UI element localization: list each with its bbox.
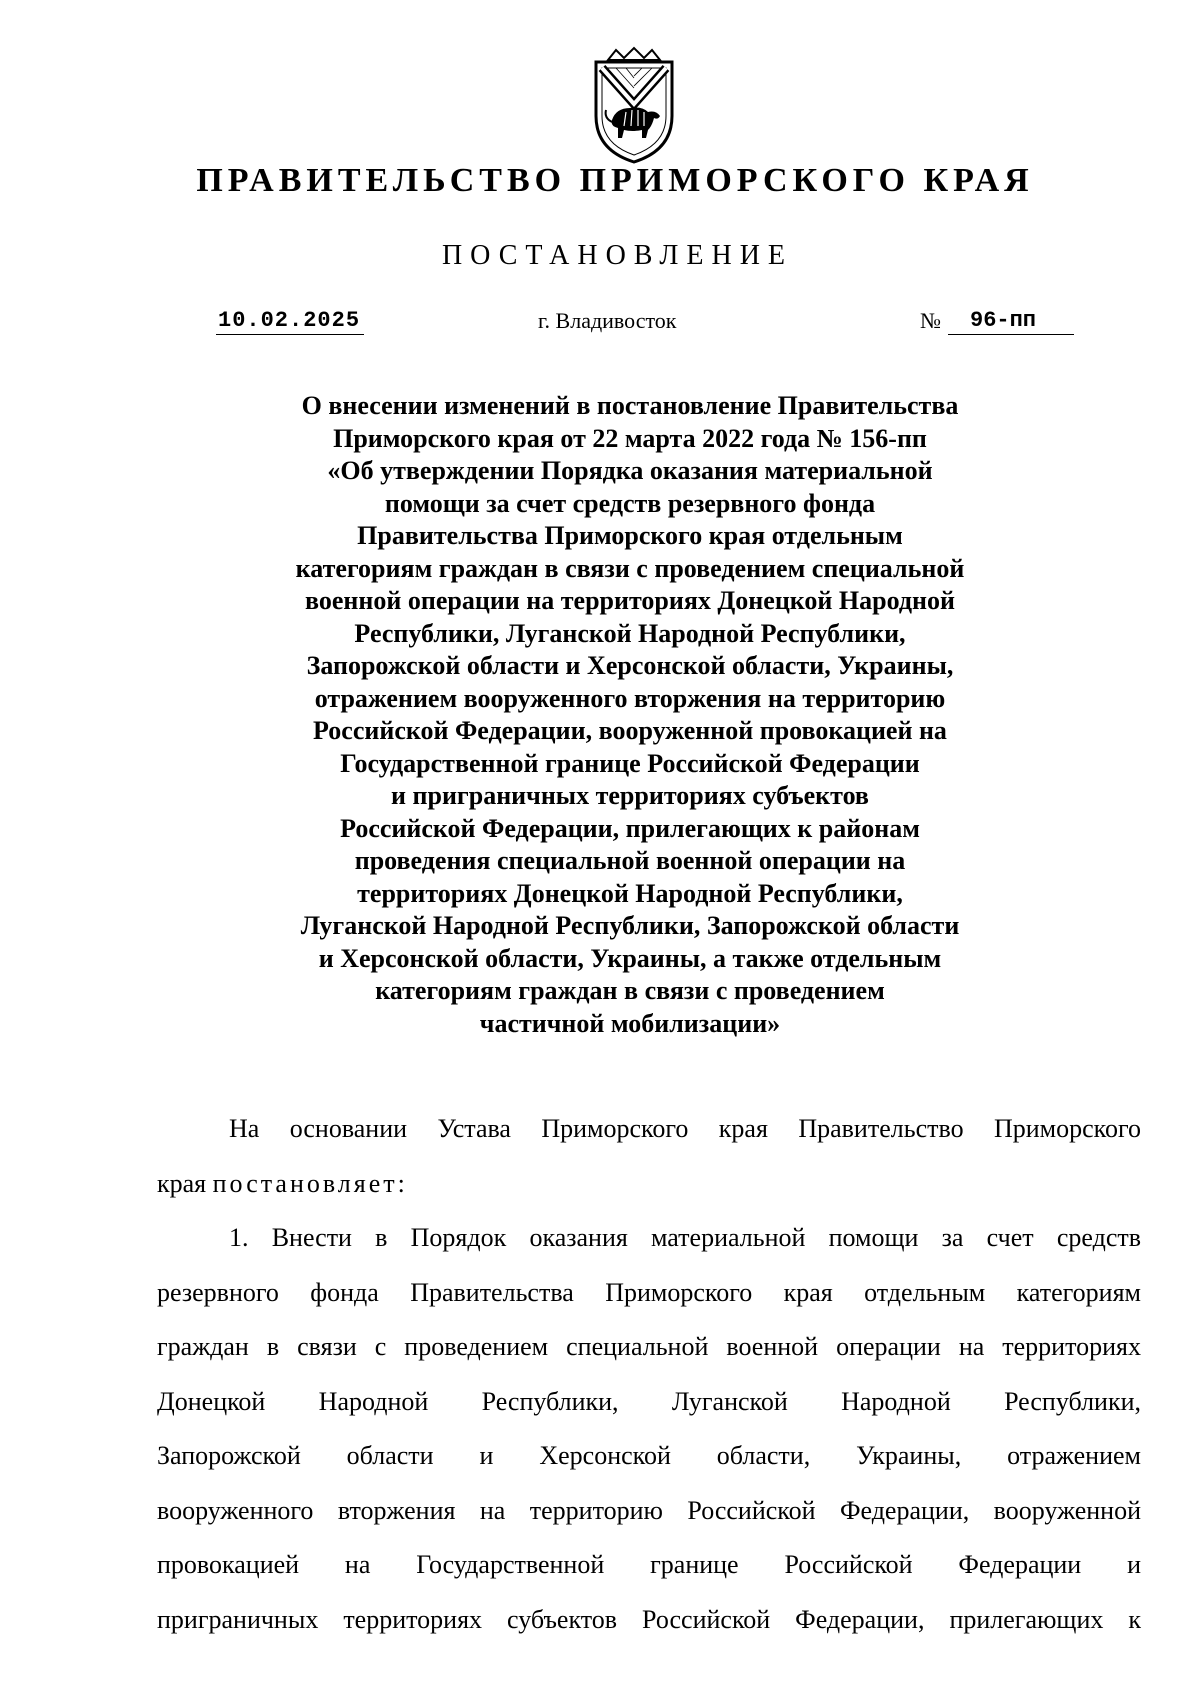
item-1-line-text: приграничных территориях субъектов Российской Федерации, прилегающих к <box>157 1604 1141 1634</box>
item-1-line-text: резервного фонда Правительства Приморского края отдельным категориям <box>157 1277 1141 1307</box>
item-1-line <box>157 1538 1141 1593</box>
heading-line: отражением вооруженного вторжения на территорию <box>314 683 946 713</box>
item-1-line-text: Донецкой Народной Республики, Луганской Народной Республики, <box>157 1386 1141 1416</box>
preamble-line <box>157 1102 1141 1157</box>
item-1-line-text: вооруженного вторжения на территорию Российской Федерации, вооруженной <box>157 1495 1141 1525</box>
item-1-line <box>157 1593 1141 1648</box>
heading-line: территориях Донецкой Народной Республики, <box>357 878 903 908</box>
heading-line: Правительства Приморского края отдельным <box>357 521 903 550</box>
document-city: г. Владивосток <box>538 308 677 333</box>
heading-line: категориям граждан в связи с проведением специальной <box>295 553 965 583</box>
heading-line: военной операции на территориях Донецкой Народной <box>305 586 955 615</box>
document-number: 96-пп <box>948 308 1074 335</box>
item-1-line-text: провокацией на Государственной границе Российской Федерации и <box>157 1550 1141 1579</box>
government-title: ПРАВИТЕЛЬСТВО ПРИМОРСКОГО КРАЯ <box>196 162 1034 199</box>
item-1-line <box>157 1484 1141 1539</box>
preamble-word-postanovlyaet: постановляет: <box>212 1168 408 1198</box>
heading-line: категориям граждан в связи с проведением <box>375 976 885 1005</box>
preamble-word-kraya: края <box>157 1168 207 1198</box>
heading-line: Российской Федерации, прилегающих к районам <box>340 813 920 843</box>
heading-line: Государственной границе Российской Федерации <box>340 748 920 778</box>
heading-line: помощи за счет средств резервного фонда <box>384 488 876 518</box>
preamble-line-text: На основании Устава Приморского края Правительство Приморского <box>229 1114 1141 1143</box>
heading-line: Российской Федерации, вооруженной провокацией на <box>313 716 947 745</box>
item-1-line <box>157 1266 1141 1321</box>
heading-line: Республики, Луганской Народной Республики, <box>354 618 906 648</box>
heading-line: Приморского края от 22 марта 2022 года № 156-пп <box>333 423 927 453</box>
heading-line: Луганской Народной Республики, Запорожской области <box>300 911 960 940</box>
heading-line: и приграничных территориях субъектов <box>391 781 869 810</box>
document-date: 10.02.2025 <box>216 308 364 335</box>
item-1-line-text: граждан в связи с проведением специальной военной операции на территориях <box>157 1332 1141 1361</box>
heading-line: «Об утверждении Порядка оказания материальной <box>327 456 933 485</box>
item-1-line-text: 1. Внести в Порядок оказания материальной помощи за счет средств <box>229 1223 1141 1252</box>
item-1-line-text: Запорожской области и Херсонской области, Украины, отражением <box>157 1441 1141 1470</box>
document-body <box>157 1102 1141 1647</box>
document-heading <box>200 390 1060 1040</box>
item-1-line <box>157 1211 1141 1266</box>
item-1-line <box>157 1320 1141 1375</box>
primorsky-krai-coat-of-arms-icon <box>586 46 682 166</box>
heading-line: проведения специальной военной операции на <box>354 846 906 875</box>
document-type: ПОСТАНОВЛЕНИЕ <box>441 240 794 271</box>
heading-line: и Херсонской области, Украины, а также отдельным <box>318 943 942 973</box>
heading-line: частичной мобилизации» <box>479 1008 781 1038</box>
preamble-line <box>157 1157 1141 1212</box>
heading-line: Запорожской области и Херсонской области, Украины, <box>306 651 954 680</box>
heading-line: О внесении изменений в постановление Правительства <box>301 391 959 420</box>
document-number-label: № <box>920 308 941 333</box>
document-meta-row <box>0 306 1200 340</box>
item-1-line <box>157 1429 1141 1484</box>
item-1-line <box>157 1375 1141 1430</box>
